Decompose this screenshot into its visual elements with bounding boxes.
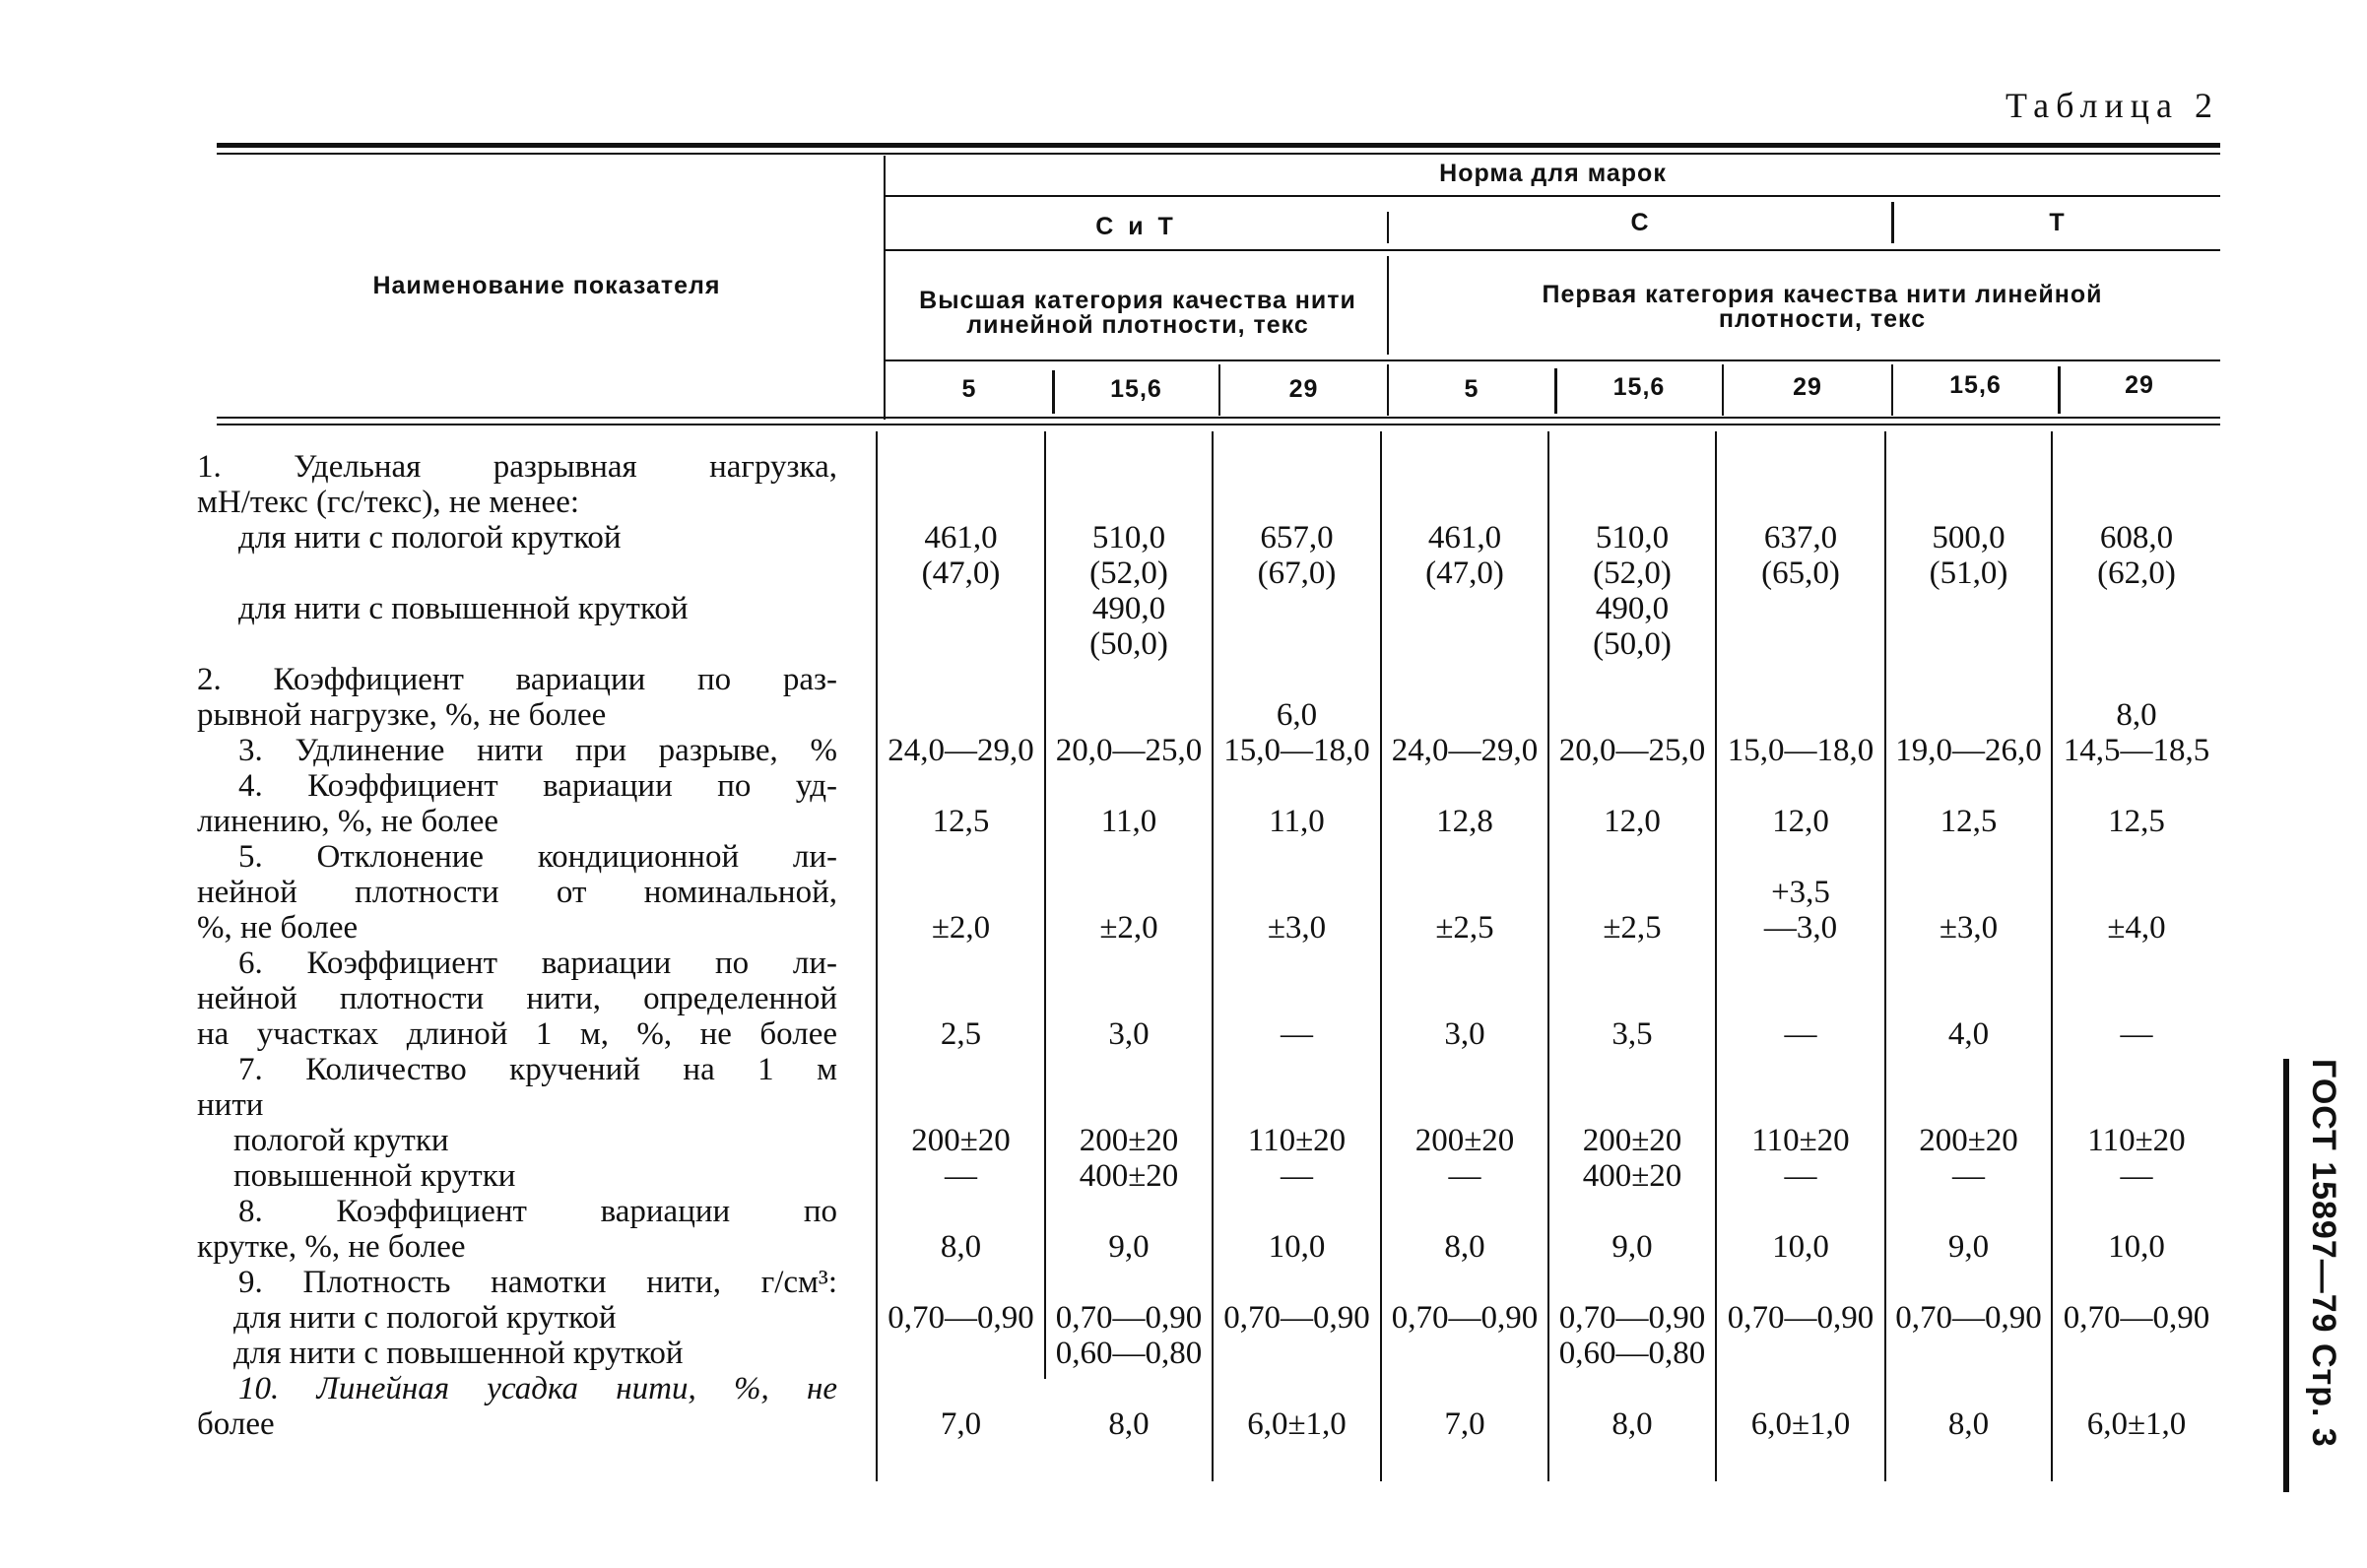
header-bottom-rule-2 [217, 424, 2220, 425]
value-cell: ±2,5 [1435, 910, 1494, 946]
value-cell: 6,0±1,0 [1247, 1406, 1347, 1442]
indicator-name-line: 8. Коэффициент вариации по [238, 1194, 837, 1229]
value-cell: 6,0±1,0 [1750, 1406, 1851, 1442]
value-cell: 110±20 [2087, 1123, 2186, 1158]
indicator-name-line: для нити с повышенной круткой [238, 591, 689, 626]
value-cell: 15,0—18,0 [1727, 733, 1874, 768]
mark-underline [886, 249, 2220, 251]
value-cell: 3,0 [1444, 1016, 1485, 1052]
header-density: 5 [961, 375, 977, 403]
value-cell: 510,0 (52,0) [1089, 520, 1168, 591]
indicator-name-line: 7. Количество кручений на 1 м [238, 1052, 837, 1087]
header-mark-s: С [1630, 209, 1650, 236]
value-cell: ±2,0 [1099, 910, 1158, 946]
side-standard-label [2283, 1059, 2342, 1492]
value-cell: 24,0—29,0 [888, 733, 1034, 768]
indicator-name-line: 1. Удельная разрывная нагрузка, [197, 449, 837, 485]
value-cell: — [1784, 1016, 1817, 1052]
value-cell: 8,0 [1108, 1406, 1150, 1442]
norm-underline [886, 195, 2220, 197]
value-cell: 461,0 (47,0) [1425, 520, 1504, 591]
value-cell: 12,5 [932, 804, 990, 839]
indicator-name-line: %, не более [197, 910, 359, 946]
value-cell: 8,0 [2116, 697, 2157, 733]
value-cell: 10,0 [1772, 1229, 1829, 1265]
value-cell: 110±20 [1751, 1123, 1850, 1158]
value-cell: 0,60—0,80 [1558, 1336, 1706, 1371]
value-cell: 0,70—0,90 [888, 1300, 1034, 1336]
value-cell: 8,0 [1611, 1406, 1653, 1442]
value-cell: 7,0 [1444, 1406, 1485, 1442]
indicator-name-line: нейной плотности нити, определенной [197, 981, 837, 1016]
value-cell: 12,0 [1604, 804, 1661, 839]
top-rule-thick [217, 143, 2220, 148]
indicator-name-line: более [197, 1406, 275, 1442]
value-cell: 4,0 [1947, 1016, 1990, 1052]
value-cell: 3,5 [1611, 1016, 1653, 1052]
header-density: 29 [1793, 373, 1822, 401]
header-density: 15,6 [1612, 373, 1666, 401]
indicator-name-line: 3. Удлинение нити при разрыве, % [238, 733, 837, 768]
value-cell: 637,0 (65,0) [1761, 520, 1840, 591]
indicator-name-line: для нити с пологой круткой [233, 1300, 617, 1336]
table-title: Таблица 2 [2005, 86, 2219, 125]
header-density: 15,6 [1949, 371, 2002, 399]
value-cell: 12,0 [1772, 804, 1829, 839]
value-cell: 0,70—0,90 [1895, 1300, 2042, 1336]
indicator-name-line: нейной плотности от номинальной, [197, 875, 837, 910]
value-cell: — [1448, 1158, 1481, 1194]
value-cell: ±2,5 [1603, 910, 1662, 946]
value-cell: 200±20 [1079, 1123, 1179, 1158]
value-cell: 490,0 (50,0) [1593, 591, 1672, 662]
indicator-name-line: для нити с повышенной круткой [233, 1336, 684, 1371]
value-cell: 9,0 [1947, 1229, 1990, 1265]
category-divider [1387, 256, 1389, 355]
value-cell: 608,0 (62,0) [2097, 520, 2176, 591]
value-cell: 3,0 [1108, 1016, 1150, 1052]
indicator-name-line: 6. Коэффициент вариации по ли- [238, 946, 837, 981]
value-cell: — [2120, 1158, 2153, 1194]
indicator-name-line: мН/текс (гс/текс), не менее: [197, 485, 580, 520]
value-cell: ±4,0 [2107, 910, 2166, 946]
value-cell: 24,0—29,0 [1391, 733, 1539, 768]
value-cell: — [1952, 1158, 1985, 1194]
value-cell: 0,60—0,80 [1055, 1336, 1203, 1371]
header-mark-t: Т [2049, 209, 2066, 236]
value-cell: 14,5—18,5 [2063, 733, 2210, 768]
indicator-name-line: 5. Отклонение кондиционной ли- [238, 839, 837, 875]
top-rule-thin [217, 153, 2220, 155]
value-cell: 10,0 [1268, 1229, 1326, 1265]
value-cell: 20,0—25,0 [1558, 733, 1706, 768]
header-density: 29 [2125, 371, 2154, 399]
value-cell: 12,8 [1436, 804, 1493, 839]
value-cell: 8,0 [940, 1229, 982, 1265]
indicator-name-line: крутке, %, не более [197, 1229, 466, 1265]
value-cell: 9,0 [1108, 1229, 1150, 1265]
value-cell: 0,70—0,90 [1391, 1300, 1539, 1336]
value-cell: 0,70—0,90 [1558, 1300, 1706, 1336]
value-cell: — [945, 1158, 977, 1194]
value-cell: 200±20 [1414, 1123, 1515, 1158]
value-cell: 11,0 [1100, 804, 1157, 839]
header-category-first: Первая категория качества нити линейной плотности, текс [1542, 281, 2103, 333]
header-density: 15,6 [1110, 375, 1162, 403]
value-cell: 0,70—0,90 [1727, 1300, 1874, 1336]
value-cell: 200±20 [1919, 1123, 2018, 1158]
value-cell: 12,5 [1940, 804, 1998, 839]
value-cell: — [1281, 1158, 1313, 1194]
header-norm-for-marks: Норма для марок [1439, 160, 1667, 187]
indicator-name-line: для нити с пологой круткой [238, 520, 622, 555]
value-cell: 0,70—0,90 [2063, 1300, 2210, 1336]
indicator-name-line: линению, %, не более [197, 804, 499, 839]
value-cell: 6,0 [1276, 697, 1318, 733]
value-cell: 500,0 (51,0) [1929, 520, 2008, 591]
value-cell: 400±20 [1582, 1158, 1682, 1194]
value-cell: 19,0—26,0 [1895, 733, 2042, 768]
value-cell: 12,5 [2108, 804, 2165, 839]
side-standard-label-text: ГОСТ 15897—79 Стр. 3 [2305, 1059, 2342, 1448]
value-cell: +3,5 —3,0 [1763, 875, 1838, 946]
indicator-name-line: 4. Коэффициент вариации по уд- [238, 768, 837, 804]
value-cell: 461,0 (47,0) [921, 520, 1001, 591]
value-cell: 490,0 (50,0) [1089, 591, 1168, 662]
value-cell: ±2,0 [931, 910, 991, 946]
indicator-name-line: 10. Линейная усадка нити, %, не [238, 1371, 837, 1406]
value-cell: — [1281, 1016, 1313, 1052]
indicator-name-line: 9. Плотность намотки нити, г/см³: [238, 1265, 837, 1300]
value-cell: ±3,0 [1939, 910, 1999, 946]
value-cell: 6,0±1,0 [2086, 1406, 2187, 1442]
indicator-name-line: 2. Коэффициент вариации по раз- [197, 662, 837, 697]
value-cell: 15,0—18,0 [1223, 733, 1370, 768]
header-density: 5 [1464, 375, 1479, 403]
value-cell: ±3,0 [1267, 910, 1327, 946]
value-cell: 2,5 [940, 1016, 982, 1052]
value-cell: 9,0 [1611, 1229, 1653, 1265]
indicator-name-line: повышенной крутки [233, 1158, 516, 1194]
category-underline [886, 359, 2220, 361]
value-cell: 10,0 [2108, 1229, 2165, 1265]
value-cell: 510,0 (52,0) [1593, 520, 1672, 591]
value-cell: 657,0 (67,0) [1257, 520, 1337, 591]
value-cell: 7,0 [940, 1406, 982, 1442]
header-name-column: Наименование показателя [372, 272, 721, 299]
header-bottom-rule-1 [217, 417, 2220, 419]
value-cell: — [2120, 1016, 2153, 1052]
value-cell: 8,0 [1947, 1406, 1990, 1442]
value-cell: 110±20 [1247, 1123, 1347, 1158]
indicator-name-line: пологой крутки [233, 1123, 449, 1158]
indicator-name-line: на участках длиной 1 м, %, не более [197, 1016, 837, 1052]
value-cell: 0,70—0,90 [1223, 1300, 1370, 1336]
value-cell: 400±20 [1079, 1158, 1179, 1194]
value-cell: 200±20 [911, 1123, 1011, 1158]
header-category-high: Высшая категория качества нити линейной плотности, текс [919, 287, 1356, 339]
value-cell: 20,0—25,0 [1055, 733, 1203, 768]
header-density: 29 [1288, 375, 1319, 403]
value-cell: 8,0 [1444, 1229, 1485, 1265]
value-cell: 200±20 [1582, 1123, 1682, 1158]
value-cell: 11,0 [1269, 804, 1325, 839]
value-cell: 0,70—0,90 [1055, 1300, 1203, 1336]
indicator-name-line: нити [197, 1087, 264, 1123]
value-cell: — [1784, 1158, 1817, 1194]
indicator-name-line: рывной нагрузке, %, не более [197, 697, 607, 733]
header-mark-s-and-t: С и Т [1095, 213, 1177, 240]
